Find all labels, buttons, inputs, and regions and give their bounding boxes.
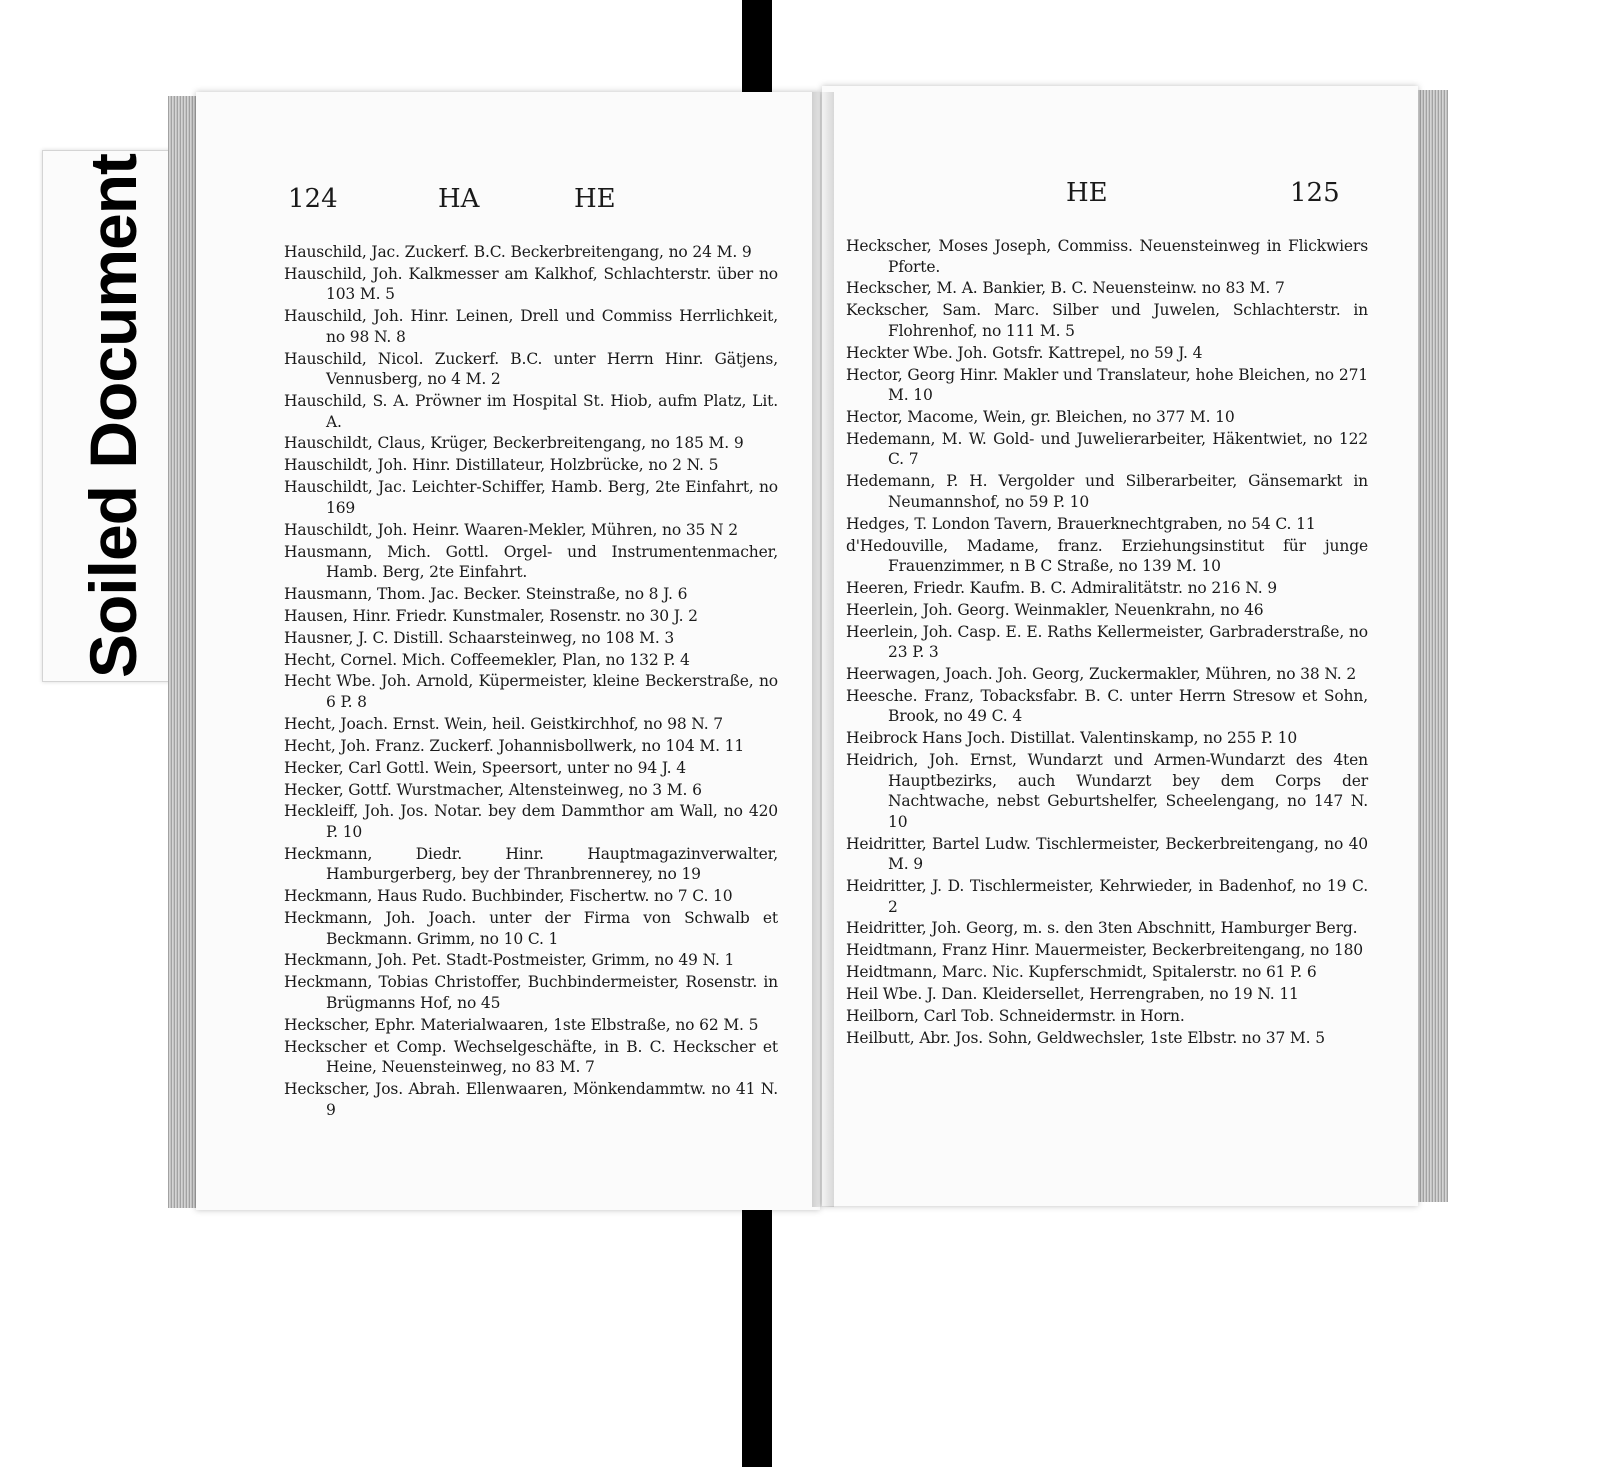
page-number-left: 124 xyxy=(288,184,338,214)
directory-entry: Hauschildt, Joh. Heinr. Waaren-Mekler, Mühren, no 35 N 2 xyxy=(284,520,738,539)
directory-entry: Heckmann, Joh. Joach. unter der Firma von Schwalb et Beckmann. Grimm, no 10 C. 1 xyxy=(284,909,778,948)
running-head-left-a: HA xyxy=(438,184,480,214)
directory-entry: Hauschild, Nicol. Zuckerf. B.C. unter Herrn Hinr. Gätjens, Vennusberg, no 4 M. 2 xyxy=(284,349,778,389)
binding-strip-bottom xyxy=(742,1200,772,1467)
directory-entry: Hector, Georg Hinr. Makler und Translateur, hohe Bleichen, no 271 M. 10 xyxy=(846,365,1368,405)
directory-entry: d'Hedouville, Madame, franz. Erziehungsinstitut für junge Frauenzimmer, n B C Straße, no 139 M. 10 xyxy=(846,536,1368,576)
directory-entry: Hauschild, S. A. Pröwner im Hospital St. Hiob, aufm Platz, Lit. A. xyxy=(284,392,778,431)
directory-entry: Heilborn, Carl Tob. Schneidermstr. in Horn. xyxy=(846,1006,1185,1025)
directory-entry: Heckmann, Tobias Christoffer, Buchbindermeister, Rosenstr. in Brügmanns Hof, no 45 xyxy=(284,973,778,1012)
directory-entry: Hedemann, P. H. Vergolder und Silberarbeiter, Gänsemarkt in Neumannshof, no 59 P. 10 xyxy=(846,472,1368,511)
directory-entry: Hecht, Joh. Franz. Zuckerf. Johannisbollwerk, no 104 M. 11 xyxy=(284,736,745,755)
right-entries-list xyxy=(846,236,1368,1050)
left-entries-list xyxy=(284,242,778,1121)
directory-entry: Hedges, T. London Tavern, Brauerknechtgraben, no 54 C. 11 xyxy=(846,514,1316,533)
directory-entry: Heibrock Hans Joch. Distillat. Valentinskamp, no 255 P. 10 xyxy=(846,729,1298,748)
directory-entry: Hauschildt, Claus, Krüger, Beckerbreitengang, no 185 M. 9 xyxy=(284,434,744,453)
directory-entry: Heilbutt, Abr. Jos. Sohn, Geldwechsler, 1ste Elbstr. no 37 M. 5 xyxy=(846,1028,1325,1047)
directory-entry: Hausmann, Mich. Gottl. Orgel- und Instrumentenmacher, Hamb. Berg, 2te Einfahrt. xyxy=(284,542,778,582)
directory-entry: Hausen, Hinr. Friedr. Kunstmaler, Rosenstr. no 30 J. 2 xyxy=(284,606,698,625)
directory-entry: Hecht, Joach. Ernst. Wein, heil. Geistkirchhof, no 98 N. 7 xyxy=(284,714,723,733)
page-number-right: 125 xyxy=(1290,178,1340,208)
directory-entry: Heerlein, Joh. Casp. E. E. Raths Kellermeister, Garbraderstraße, no 23 P. 3 xyxy=(846,622,1368,662)
directory-entry: Heckscher, M. A. Bankier, B. C. Neuensteinw. no 83 M. 7 xyxy=(846,279,1285,298)
directory-entry: Hauschild, Jac. Zuckerf. B.C. Beckerbreitengang, no 24 M. 9 xyxy=(284,243,752,261)
tab-label: Soiled Document xyxy=(76,153,150,679)
directory-entry: Heidritter, J. D. Tischlermeister, Kehrwieder, in Badenhof, no 19 C. 2 xyxy=(846,877,1368,916)
directory-entry: Hausmann, Thom. Jac. Becker. Steinstraße, no 8 J. 6 xyxy=(284,584,688,603)
left-page xyxy=(196,92,820,1210)
directory-entry: Hauschild, Joh. Hinr. Leinen, Drell und Commiss Herrlichkeit, no 98 N. 8 xyxy=(284,307,778,346)
directory-entry: Heidtmann, Franz Hinr. Mauermeister, Beckerbreitengang, no 180 xyxy=(846,941,1363,960)
directory-entry: Heckscher, Moses Joseph, Commiss. Neuensteinweg in Flickwiers Pforte. xyxy=(846,237,1368,276)
directory-entry: Heesche. Franz, Tobacksfabr. B. C. unter Herrn Stresow et Sohn, Brook, no 49 C. 4 xyxy=(846,686,1368,726)
directory-entry: Hauschildt, Jac. Leichter-Schiffer, Hamb. Berg, 2te Einfahrt, no 169 xyxy=(284,478,778,517)
directory-entry: Heckmann, Diedr. Hinr. Hauptmagazinverwalter, Hamburgerberg, bey der Thranbrennerey, no 19 xyxy=(284,844,778,884)
directory-entry: Hausner, J. C. Distill. Schaarsteinweg, no 108 M. 3 xyxy=(284,628,675,647)
page-edges-right xyxy=(1414,90,1448,1202)
directory-entry: Hauschild, Joh. Kalkmesser am Kalkhof, Schlachterstr. über no 103 M. 5 xyxy=(284,264,778,304)
directory-entry: Heil Wbe. J. Dan. Kleidersellet, Herrengraben, no 19 N. 11 xyxy=(846,985,1299,1004)
directory-entry: Hecker, Carl Gottl. Wein, Speersort, unter no 94 J. 4 xyxy=(284,758,686,777)
directory-entry: Heeren, Friedr. Kaufm. B. C. Admiralitätstr. no 216 N. 9 xyxy=(846,578,1277,597)
running-head-left-b: HE xyxy=(574,184,616,214)
directory-entry: Hauschildt, Joh. Hinr. Distillateur, Holzbrücke, no 2 N. 5 xyxy=(284,456,719,475)
directory-entry: Heidritter, Joh. Georg, m. s. den 3ten Abschnitt, Hamburger Berg. xyxy=(846,919,1358,938)
directory-entry: Heckscher et Comp. Wechselgeschäfte, in B. C. Heckscher et Heine, Neuensteinweg, no 83 M. 7 xyxy=(284,1037,778,1077)
directory-entry: Heckter Wbe. Joh. Gotsfr. Kattrepel, no 59 J. 4 xyxy=(846,343,1203,362)
directory-entry: Heidrich, Joh. Ernst, Wundarzt und Armen-Wundarzt des 4ten Hauptbezirks, auch Wundarzt bey dem Corps der Nachtwache, nebst Geburtshelfer, Scheelengang, no 147 N. 10 xyxy=(846,751,1368,831)
directory-entry: Hecker, Gottf. Wurstmacher, Altensteinweg, no 3 M. 6 xyxy=(284,780,702,799)
directory-entry: Hecht Wbe. Joh. Arnold, Küpermeister, kleine Beckerstraße, no 6 P. 8 xyxy=(284,672,778,711)
running-head-right: HE xyxy=(1066,178,1108,208)
directory-entry: Heerwagen, Joach. Joh. Georg, Zuckermakler, Mühren, no 38 N. 2 xyxy=(846,665,1357,684)
directory-entry: Heidtmann, Marc. Nic. Kupferschmidt, Spitalerstr. no 61 P. 6 xyxy=(846,963,1317,982)
directory-entry: Heckmann, Haus Rudo. Buchbinder, Fischertw. no 7 C. 10 xyxy=(284,887,733,906)
directory-entry: Heerlein, Joh. Georg. Weinmakler, Neuenkrahn, no 46 xyxy=(846,600,1264,619)
directory-entry: Hector, Macome, Wein, gr. Bleichen, no 377 M. 10 xyxy=(846,407,1235,426)
directory-entry: Heckleiff, Joh. Jos. Notar. bey dem Dammthor am Wall, no 420 P. 10 xyxy=(284,802,778,841)
right-page xyxy=(822,86,1418,1206)
directory-entry: Hecht, Cornel. Mich. Coffeemekler, Plan, no 132 P. 4 xyxy=(284,650,690,669)
directory-entry: Heckmann, Joh. Pet. Stadt-Postmeister, Grimm, no 49 N. 1 xyxy=(284,951,735,970)
directory-entry: Hedemann, M. W. Gold- und Juwelierarbeiter, Häkentwiet, no 122 C. 7 xyxy=(846,429,1368,469)
directory-entry: Heidritter, Bartel Ludw. Tischlermeister, Beckerbreitengang, no 40 M. 9 xyxy=(846,834,1368,874)
soiled-document-tab xyxy=(42,150,184,682)
directory-entry: Heckscher, Ephr. Materialwaaren, 1ste Elbstraße, no 62 M. 5 xyxy=(284,1015,759,1034)
book-gutter xyxy=(812,92,834,1207)
directory-entry: Keckscher, Sam. Marc. Silber und Juwelen, Schlachterstr. in Flohrenhof, no 111 M. 5 xyxy=(846,301,1368,340)
directory-entry: Heckscher, Jos. Abrah. Ellenwaaren, Mönkendammtw. no 41 N. 9 xyxy=(284,1080,778,1119)
